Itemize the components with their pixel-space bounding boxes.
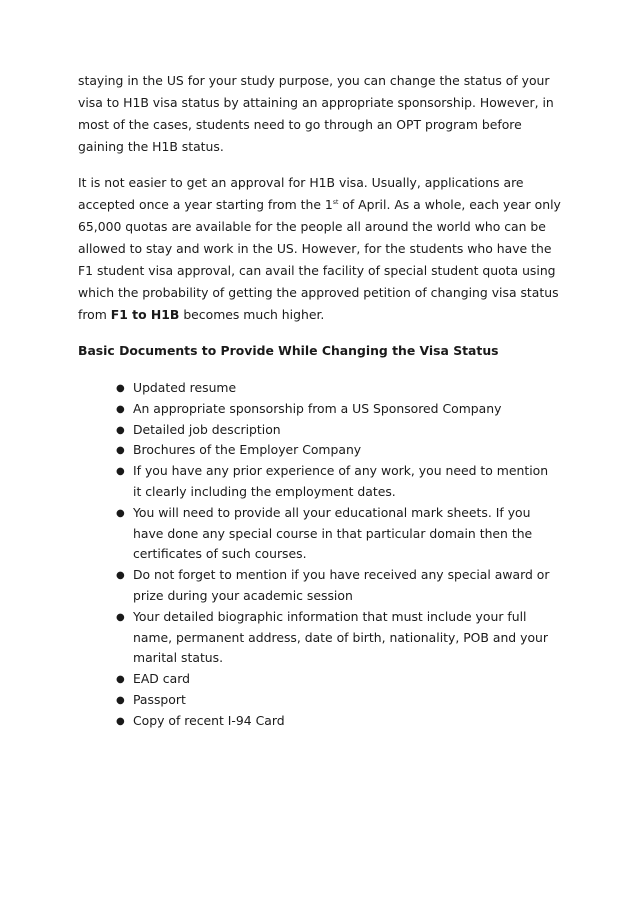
list-item-text: Your detailed biographic information that must include your full <box>133 608 527 624</box>
list-item <box>78 461 566 503</box>
text-line <box>78 304 566 326</box>
paragraph-gap <box>78 158 566 172</box>
text-line: visa to H1B visa status by attaining an appropriate sponsorship. However, in <box>78 95 554 110</box>
list-item-text: Brochures of the Employer Company <box>133 442 362 458</box>
list-item-text: Updated resume <box>133 380 237 395</box>
list-item-text: marital status. <box>133 650 224 666</box>
list-item-text: Detailed job description <box>133 421 281 437</box>
list-item-text: prize during your academic session <box>133 587 353 603</box>
bullet-icon: ● <box>116 611 125 623</box>
bullet-icon: ● <box>116 570 125 582</box>
list-item <box>78 503 566 565</box>
text-line: which the probability of getting the approved petition of changing visa status <box>78 285 559 300</box>
bullet-icon: ● <box>116 715 125 727</box>
paragraph-1 <box>78 70 566 158</box>
text-span: accepted once a year starting from the 1 <box>78 197 333 212</box>
list-item <box>78 420 566 441</box>
text-span: of April. As a whole, each year only <box>338 197 561 212</box>
list-item <box>78 690 566 711</box>
list-item <box>78 711 566 732</box>
list-item-text: have done any special course in that particular domain then the <box>133 525 533 541</box>
text-line: It is not easier to get an approval for H1B visa. Usually, applications are <box>78 175 524 190</box>
text-line: F1 student visa approval, can avail the facility of special student quota using <box>78 263 556 278</box>
bullet-icon: ● <box>116 403 125 415</box>
text-span: becomes much higher. <box>179 307 325 322</box>
list-item-text: If you have any prior experience of any work, you need to mention <box>133 463 549 479</box>
text-line: allowed to stay and work in the US. However, for the students who have the <box>78 241 552 256</box>
list-item-text: Copy of recent I-94 Card <box>133 712 285 728</box>
list-item-text: You will need to provide all your educational mark sheets. If you <box>133 504 531 520</box>
paragraph-gap <box>78 326 566 340</box>
list-item-text: it clearly including the employment dates. <box>133 483 396 499</box>
ordinal-superscript: st <box>332 198 339 206</box>
text-span: from <box>78 307 111 322</box>
list-item-text: An appropriate sponsorship from a US Sponsored Company <box>133 400 502 416</box>
list-item <box>78 440 566 461</box>
text-line: 65,000 quotas are available for the people all around the world who can be <box>78 219 546 234</box>
list-item-text: name, permanent address, date of birth, nationality, POB and your <box>133 629 548 645</box>
bullet-icon: ● <box>116 383 125 394</box>
list-item <box>78 565 566 607</box>
text-line: most of the cases, students need to go through an OPT program before <box>78 117 522 132</box>
document-page <box>78 70 566 732</box>
list-item-text: EAD card <box>133 671 190 687</box>
list-item <box>78 378 566 399</box>
list-item-text: Do not forget to mention if you have received any special award or <box>133 567 550 583</box>
bullet-icon: ● <box>116 674 125 686</box>
bold-term: F1 to H1B <box>110 307 180 322</box>
section-heading: Basic Documents to Provide While Changing the Visa Status <box>78 343 499 358</box>
bullet-icon: ● <box>116 424 125 436</box>
list-item <box>78 399 566 420</box>
bullet-icon: ● <box>116 445 125 457</box>
bullet-icon: ● <box>116 694 125 706</box>
text-line: staying in the US for your study purpose, you can change the status of your <box>78 73 550 88</box>
bullet-icon: ● <box>116 507 125 519</box>
text-line: gaining the H1B status. <box>78 139 224 154</box>
list-item-text: certificates of such courses. <box>133 546 307 562</box>
documents-list <box>78 378 566 732</box>
list-item <box>78 607 566 669</box>
text-line <box>78 194 566 216</box>
list-item <box>78 669 566 690</box>
bullet-icon: ● <box>116 466 125 478</box>
list-item-text: Passport <box>133 691 186 707</box>
paragraph-2 <box>78 172 566 326</box>
